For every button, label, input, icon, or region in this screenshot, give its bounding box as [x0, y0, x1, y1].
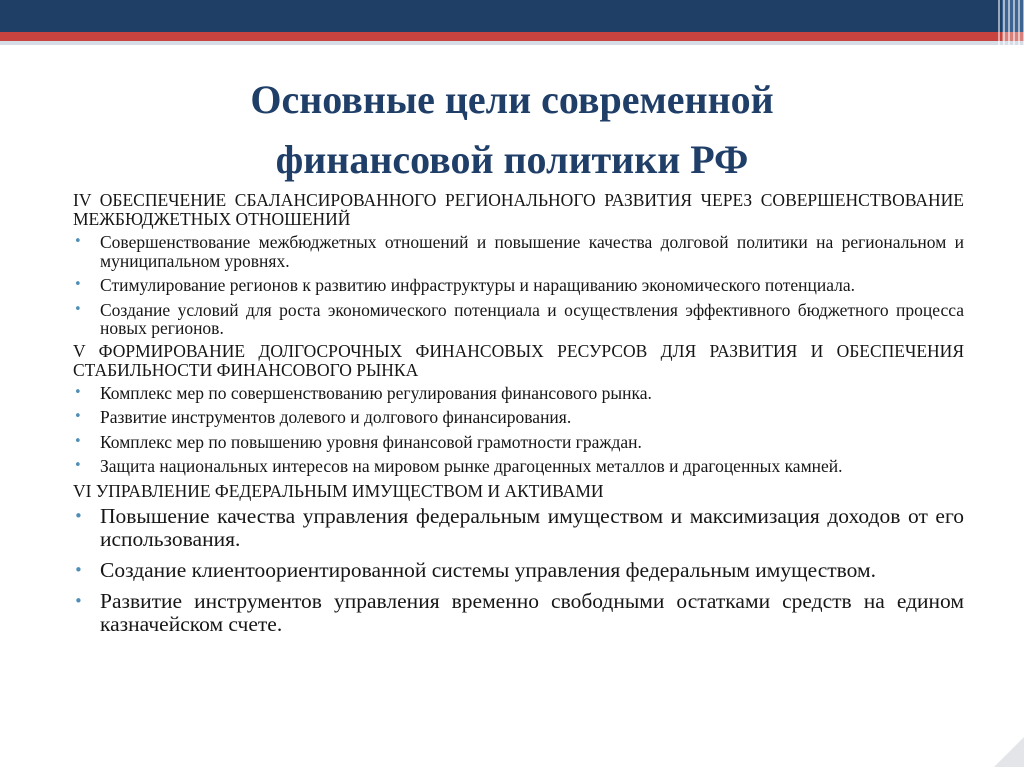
slide-title-line-1: Основные цели современной [250, 77, 774, 122]
list-item [73, 457, 964, 476]
slide-body [73, 191, 964, 636]
list-item-text: Защита национальных интересов на мировом рынке драгоценных металлов и драгоценных камней. [100, 456, 843, 476]
section-heading: IV ОБЕСПЕЧЕНИЕ СБАЛАНСИРОВАННОГО РЕГИОНАЛЬНОГО РАЗВИТИЯ ЧЕРЕЗ СОВЕРШЕНСТВОВАНИЕ МЕЖБЮДЖЕТНЫХ ОТНОШЕНИЙ [73, 190, 964, 229]
list-item [73, 233, 964, 270]
bullet-icon: • [74, 591, 83, 610]
slide-title-line-2: финансовой политики РФ [275, 137, 749, 182]
section-v [73, 342, 964, 476]
list-item [73, 505, 964, 551]
bullet-icon: • [74, 277, 82, 292]
list-item-text: Комплекс мер по повышению уровня финансовой грамотности граждан. [100, 431, 642, 452]
slide-title [60, 70, 964, 190]
bullet-icon: • [74, 234, 82, 249]
list-item-text: Создание условий для роста экономического потенциала и осуществления эффективного бюджетного процесса новых регионов. [100, 299, 964, 338]
list-item-text: Комплекс мер по совершенствованию регулирования финансового рынка. [100, 382, 652, 403]
header-band-red [0, 32, 1024, 41]
bullet-icon: • [74, 409, 82, 424]
list-item [73, 590, 964, 636]
list-item-text: Создание клиентоориентированной системы управления федеральным имуществом. [100, 557, 877, 582]
list-item-text: Развитие инструментов управления временно свободными остатками средств на едином казначейском счете. [100, 588, 964, 636]
section-vi [73, 482, 964, 636]
bullet-icon: • [74, 384, 82, 400]
section-heading: VI УПРАВЛЕНИЕ ФЕДЕРАЛЬНЫМ ИМУЩЕСТВОМ И АКТИВАМИ [73, 480, 604, 501]
header-band-grey [0, 41, 1024, 45]
list-item-text: Развитие инструментов долевого и долгового финансирования. [100, 407, 572, 427]
list-item [73, 408, 964, 427]
list-item [73, 276, 964, 295]
bullet-icon: • [74, 301, 82, 317]
list-item-text: Повышение качества управления федеральным имуществом и максимизация доходов от его использования. [100, 503, 964, 551]
list-item [73, 301, 964, 338]
section-heading: V ФОРМИРОВАНИЕ ДОЛГОСРОЧНЫХ ФИНАНСОВЫХ РЕСУРСОВ ДЛЯ РАЗВИТИЯ И ОБЕСПЕЧЕНИЯ СТАБИЛЬНОСТИ ФИНАНСОВОГО РЫНКА [73, 340, 964, 380]
list-item-text: Совершенствование межбюджетных отношений и повышение качества долговой политики на региональном и муниципальном уровнях. [100, 232, 964, 271]
list-item [73, 384, 964, 403]
bullet-icon: • [74, 560, 83, 579]
page-curl-corner [994, 737, 1024, 767]
header-stripes-decoration [998, 0, 1024, 45]
list-item [73, 433, 964, 452]
bullet-icon: • [74, 506, 83, 525]
list-item [73, 559, 964, 582]
bullet-icon: • [74, 433, 82, 449]
section-iv [73, 191, 964, 338]
list-item-text: Стимулирование регионов к развитию инфраструктуры и наращиванию экономического потенциала. [100, 275, 856, 295]
header-band-blue [0, 0, 1024, 32]
bullet-icon: • [74, 458, 82, 473]
